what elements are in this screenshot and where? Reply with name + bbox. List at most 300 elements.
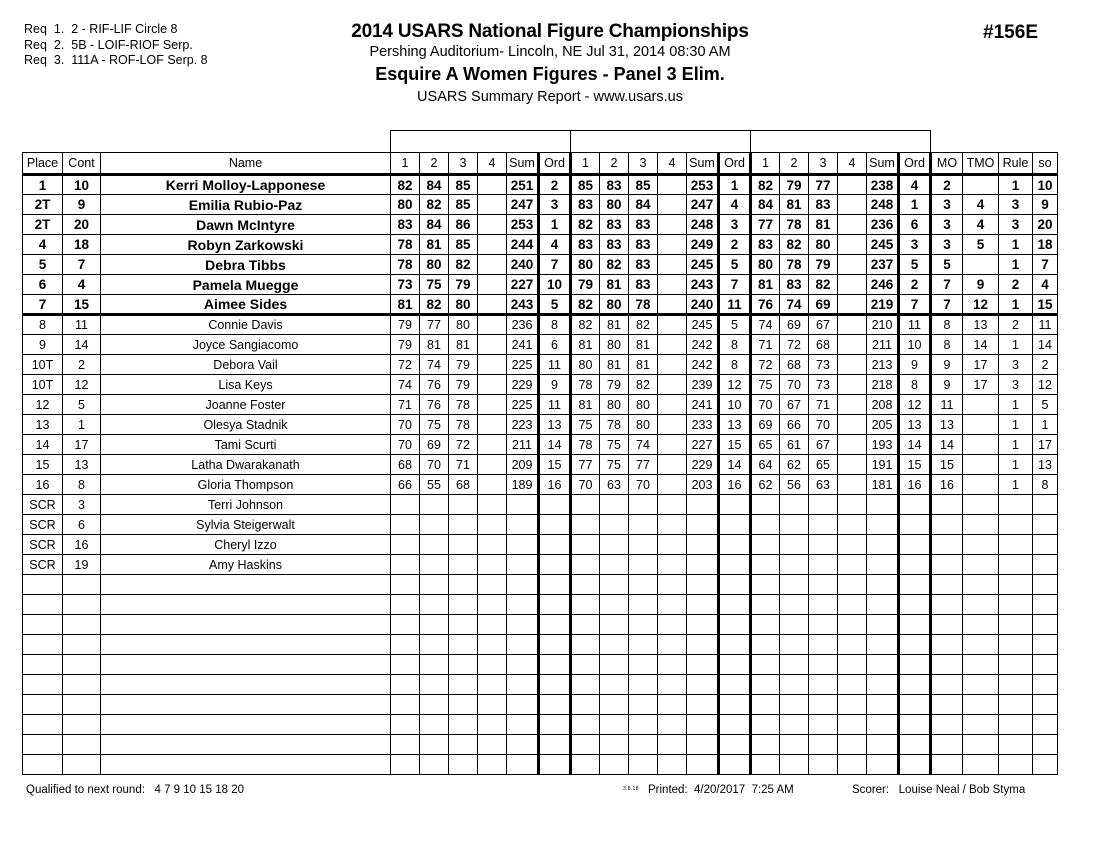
column-header-so: so xyxy=(1033,153,1058,175)
column-header-tmo: TMO xyxy=(963,153,999,175)
cell-judge3-sum: 210 xyxy=(867,315,899,335)
cell-blank xyxy=(600,595,629,615)
cell-blank xyxy=(963,695,999,715)
cell-so: 7 xyxy=(1033,255,1058,275)
cell-judge3-fig3: 67 xyxy=(809,435,838,455)
cell-blank xyxy=(658,655,687,675)
cell-blank xyxy=(687,735,719,755)
column-header-judge1-fig1: 1 xyxy=(391,153,420,175)
table-row xyxy=(23,535,1058,555)
cell-judge1-ord xyxy=(539,555,571,575)
cell-judge2-sum: 249 xyxy=(687,235,719,255)
cell-judge2-fig3: 83 xyxy=(629,235,658,255)
cell-judge1-fig1: 71 xyxy=(391,395,420,415)
cell-blank xyxy=(101,675,391,695)
cell-judge3-fig3: 81 xyxy=(809,215,838,235)
cell-judge1-fig3 xyxy=(449,555,478,575)
cell-blank xyxy=(687,695,719,715)
cell-judge2-sum: 227 xyxy=(687,435,719,455)
cell-tmo xyxy=(963,455,999,475)
cell-blank xyxy=(867,735,899,755)
cell-judge2-ord: 4 xyxy=(719,195,751,215)
cell-blank xyxy=(63,655,101,675)
cell-name: Emilia Rubio-Paz xyxy=(101,195,391,215)
table-row-blank xyxy=(23,595,1058,615)
cell-so: 4 xyxy=(1033,275,1058,295)
column-header-judge3-fig2: 2 xyxy=(780,153,809,175)
cell-blank xyxy=(838,635,867,655)
cell-place: 1 xyxy=(23,175,63,195)
cell-judge1-fig4 xyxy=(478,495,507,515)
column-header-judge1-fig3: 3 xyxy=(449,153,478,175)
cell-blank xyxy=(963,655,999,675)
cell-so: 2 xyxy=(1033,355,1058,375)
cell-cont: 11 xyxy=(63,315,101,335)
cell-blank xyxy=(751,615,780,635)
judge-banner-spacer xyxy=(101,131,391,153)
cell-place: 7 xyxy=(23,295,63,315)
column-header-judge3-sum: Sum xyxy=(867,153,899,175)
cell-mo: 3 xyxy=(931,235,963,255)
cell-judge2-ord xyxy=(719,535,751,555)
cell-judge2-fig1: 85 xyxy=(571,175,600,195)
results-table xyxy=(22,130,1058,775)
cell-blank xyxy=(420,675,449,695)
cell-judge2-fig3: 70 xyxy=(629,475,658,495)
cell-blank xyxy=(963,755,999,775)
cell-judge2-fig1: 81 xyxy=(571,335,600,355)
cell-judge1-sum xyxy=(507,515,539,535)
cell-blank xyxy=(809,575,838,595)
table-row xyxy=(23,215,1058,235)
cell-blank xyxy=(478,735,507,755)
cell-judge2-fig3: 84 xyxy=(629,195,658,215)
cell-blank xyxy=(999,715,1033,735)
cell-blank xyxy=(809,615,838,635)
cell-judge2-sum: 240 xyxy=(687,295,719,315)
table-row xyxy=(23,255,1058,275)
cell-blank xyxy=(719,675,751,695)
cell-blank xyxy=(931,695,963,715)
cell-cont: 10 xyxy=(63,175,101,195)
cell-judge2-fig3: 80 xyxy=(629,415,658,435)
cell-judge2-fig3: 77 xyxy=(629,455,658,475)
cell-blank xyxy=(719,735,751,755)
cell-judge2-fig4 xyxy=(658,495,687,515)
cell-rule: 1 xyxy=(999,415,1033,435)
cell-judge3-fig3 xyxy=(809,535,838,555)
cell-blank xyxy=(1033,715,1058,735)
title-block xyxy=(180,20,920,108)
cell-tmo: 14 xyxy=(963,335,999,355)
cell-judge1-fig4 xyxy=(478,175,507,195)
cell-blank xyxy=(391,655,420,675)
cell-cont: 17 xyxy=(63,435,101,455)
cell-blank xyxy=(571,755,600,775)
cell-judge1-fig1: 68 xyxy=(391,455,420,475)
cell-judge1-fig2: 70 xyxy=(420,455,449,475)
cell-judge2-fig1: 78 xyxy=(571,375,600,395)
cell-judge1-fig2: 75 xyxy=(420,275,449,295)
cell-so: 9 xyxy=(1033,195,1058,215)
cell-blank xyxy=(838,715,867,735)
cell-judge1-fig2: 76 xyxy=(420,375,449,395)
table-row xyxy=(23,175,1058,195)
cell-judge2-sum: 241 xyxy=(687,395,719,415)
cell-judge2-fig1: 78 xyxy=(571,435,600,455)
cell-judge2-sum: 239 xyxy=(687,375,719,395)
cell-blank xyxy=(719,655,751,675)
cell-rule xyxy=(999,555,1033,575)
cell-judge3-fig2: 62 xyxy=(780,455,809,475)
cell-blank xyxy=(629,655,658,675)
cell-mo: 9 xyxy=(931,355,963,375)
cell-place: 2T xyxy=(23,195,63,215)
column-header-judge3-fig4: 4 xyxy=(838,153,867,175)
cell-blank xyxy=(478,675,507,695)
cell-blank xyxy=(629,715,658,735)
cell-judge3-fig1: 65 xyxy=(751,435,780,455)
cell-judge2-sum: 243 xyxy=(687,275,719,295)
cell-blank xyxy=(391,595,420,615)
table-row-blank xyxy=(23,715,1058,735)
cell-blank xyxy=(963,735,999,755)
cell-blank xyxy=(780,575,809,595)
cell-name: Gloria Thompson xyxy=(101,475,391,495)
cell-blank xyxy=(658,595,687,615)
cell-judge3-fig1 xyxy=(751,515,780,535)
results-sheet xyxy=(22,130,1053,782)
cell-judge3-fig3: 80 xyxy=(809,235,838,255)
cell-tmo xyxy=(963,395,999,415)
cell-mo: 5 xyxy=(931,255,963,275)
cell-blank xyxy=(751,575,780,595)
cell-judge2-sum: 242 xyxy=(687,355,719,375)
cell-judge3-fig1 xyxy=(751,555,780,575)
table-row xyxy=(23,195,1058,215)
cell-blank xyxy=(658,615,687,635)
cell-blank xyxy=(999,615,1033,635)
cell-blank xyxy=(600,755,629,775)
cell-judge1-sum: 189 xyxy=(507,475,539,495)
cell-judge3-fig2: 74 xyxy=(780,295,809,315)
cell-judge3-fig2: 66 xyxy=(780,415,809,435)
cell-blank xyxy=(931,755,963,775)
cell-judge1-fig1: 73 xyxy=(391,275,420,295)
cell-judge3-fig2: 82 xyxy=(780,235,809,255)
cell-judge1-sum xyxy=(507,535,539,555)
cell-place: 10T xyxy=(23,355,63,375)
cell-blank xyxy=(391,695,420,715)
cell-judge3-fig4 xyxy=(838,495,867,515)
cell-blank xyxy=(931,575,963,595)
cell-judge3-fig2: 68 xyxy=(780,355,809,375)
cell-cont: 16 xyxy=(63,535,101,555)
cell-judge1-sum xyxy=(507,495,539,515)
cell-judge3-sum: 245 xyxy=(867,235,899,255)
cell-cont: 6 xyxy=(63,515,101,535)
cell-judge2-ord: 16 xyxy=(719,475,751,495)
cell-judge1-fig2 xyxy=(420,495,449,515)
table-row xyxy=(23,295,1058,315)
cell-mo: 14 xyxy=(931,435,963,455)
table-row-blank xyxy=(23,675,1058,695)
cell-blank xyxy=(658,675,687,695)
cell-judge2-fig1: 77 xyxy=(571,455,600,475)
judge-banner-row xyxy=(23,131,1058,153)
cell-blank xyxy=(600,715,629,735)
cell-mo: 15 xyxy=(931,455,963,475)
cell-blank xyxy=(101,615,391,635)
cell-judge1-fig3 xyxy=(449,495,478,515)
cell-cont: 8 xyxy=(63,475,101,495)
cell-blank xyxy=(899,755,931,775)
cell-blank xyxy=(867,595,899,615)
cell-judge1-fig4 xyxy=(478,435,507,455)
cell-blank xyxy=(1033,755,1058,775)
column-header-place: Place xyxy=(23,153,63,175)
cell-judge1-fig3: 80 xyxy=(449,315,478,335)
cell-blank xyxy=(507,595,539,615)
cell-judge2-sum xyxy=(687,555,719,575)
cell-rule: 1 xyxy=(999,455,1033,475)
cell-judge1-fig2: 69 xyxy=(420,435,449,455)
cell-judge2-ord xyxy=(719,495,751,515)
cell-judge1-fig2: 74 xyxy=(420,355,449,375)
cell-so xyxy=(1033,515,1058,535)
cell-judge1-ord: 11 xyxy=(539,395,571,415)
cell-judge2-fig3: 81 xyxy=(629,355,658,375)
cell-so: 15 xyxy=(1033,295,1058,315)
cell-blank xyxy=(931,615,963,635)
cell-judge1-fig1 xyxy=(391,515,420,535)
cell-blank xyxy=(899,675,931,695)
cell-blank xyxy=(449,675,478,695)
version-label: 3.8.18 xyxy=(623,786,639,792)
cell-judge1-sum: 225 xyxy=(507,355,539,375)
cell-place: 16 xyxy=(23,475,63,495)
cell-rule: 2 xyxy=(999,315,1033,335)
cell-judge2-fig1: 82 xyxy=(571,315,600,335)
cell-blank xyxy=(1033,635,1058,655)
cell-judge2-ord: 7 xyxy=(719,275,751,295)
cell-tmo xyxy=(963,515,999,535)
cell-blank xyxy=(867,715,899,735)
cell-judge1-fig3: 79 xyxy=(449,375,478,395)
cell-so: 18 xyxy=(1033,235,1058,255)
cell-blank xyxy=(899,615,931,635)
cell-blank xyxy=(719,635,751,655)
cell-judge3-sum: 237 xyxy=(867,255,899,275)
cell-judge2-sum: 203 xyxy=(687,475,719,495)
cell-blank xyxy=(838,735,867,755)
judge-banner-spacer xyxy=(23,131,63,153)
cell-judge2-fig4 xyxy=(658,435,687,455)
cell-blank xyxy=(101,755,391,775)
column-header-judge3-fig1: 1 xyxy=(751,153,780,175)
cell-blank xyxy=(999,575,1033,595)
cell-blank xyxy=(719,615,751,635)
cell-judge3-ord: 12 xyxy=(899,395,931,415)
cell-so: 10 xyxy=(1033,175,1058,195)
cell-judge2-fig1 xyxy=(571,555,600,575)
cell-judge1-fig1: 83 xyxy=(391,215,420,235)
column-header-rule: Rule xyxy=(999,153,1033,175)
cell-judge1-fig4 xyxy=(478,275,507,295)
cell-judge3-fig1: 81 xyxy=(751,275,780,295)
cell-judge2-fig2 xyxy=(600,535,629,555)
cell-blank xyxy=(23,735,63,755)
cell-blank xyxy=(780,655,809,675)
cell-judge2-ord: 14 xyxy=(719,455,751,475)
cell-judge2-fig4 xyxy=(658,335,687,355)
cell-so: 14 xyxy=(1033,335,1058,355)
cell-blank xyxy=(571,715,600,735)
cell-judge1-fig1: 66 xyxy=(391,475,420,495)
cell-blank xyxy=(478,655,507,675)
cell-judge3-fig4 xyxy=(838,515,867,535)
cell-judge1-ord: 14 xyxy=(539,435,571,455)
cell-mo: 8 xyxy=(931,315,963,335)
cell-blank xyxy=(63,735,101,755)
cell-judge1-sum: 227 xyxy=(507,275,539,295)
cell-judge3-fig1: 62 xyxy=(751,475,780,495)
cell-judge3-fig4 xyxy=(838,295,867,315)
column-header-judge2-fig1: 1 xyxy=(571,153,600,175)
cell-judge2-fig2: 81 xyxy=(600,315,629,335)
cell-blank xyxy=(629,755,658,775)
cell-judge3-fig3: 65 xyxy=(809,455,838,475)
cell-blank xyxy=(629,575,658,595)
cell-judge1-fig2: 81 xyxy=(420,335,449,355)
cell-blank xyxy=(867,575,899,595)
cell-blank xyxy=(101,695,391,715)
cell-mo xyxy=(931,495,963,515)
cell-judge2-ord: 5 xyxy=(719,255,751,275)
cell-cont: 19 xyxy=(63,555,101,575)
cell-judge3-fig1: 74 xyxy=(751,315,780,335)
cell-blank xyxy=(507,635,539,655)
cell-judge1-ord: 6 xyxy=(539,335,571,355)
cell-judge1-fig1: 72 xyxy=(391,355,420,375)
cell-judge1-fig2: 84 xyxy=(420,215,449,235)
cell-judge2-fig3: 74 xyxy=(629,435,658,455)
cell-judge1-fig1: 79 xyxy=(391,335,420,355)
cell-blank xyxy=(23,595,63,615)
cell-blank xyxy=(999,735,1033,755)
cell-blank xyxy=(867,755,899,775)
cell-judge2-fig2: 75 xyxy=(600,435,629,455)
cell-judge2-sum: 253 xyxy=(687,175,719,195)
cell-judge3-fig2: 67 xyxy=(780,395,809,415)
cell-cont: 5 xyxy=(63,395,101,415)
cell-blank xyxy=(963,615,999,635)
cell-blank xyxy=(600,675,629,695)
cell-place: 2T xyxy=(23,215,63,235)
cell-judge1-fig3: 86 xyxy=(449,215,478,235)
cell-judge2-ord: 8 xyxy=(719,355,751,375)
cell-blank xyxy=(507,715,539,735)
column-header-mo: MO xyxy=(931,153,963,175)
cell-judge2-fig3: 83 xyxy=(629,255,658,275)
cell-judge3-fig4 xyxy=(838,435,867,455)
cell-mo xyxy=(931,555,963,575)
table-row-blank xyxy=(23,575,1058,595)
cell-blank xyxy=(687,575,719,595)
cell-blank xyxy=(63,635,101,655)
table-row-blank xyxy=(23,695,1058,715)
cell-blank xyxy=(478,755,507,775)
cell-judge3-sum: 181 xyxy=(867,475,899,495)
cell-blank xyxy=(571,615,600,635)
cell-cont: 7 xyxy=(63,255,101,275)
cell-judge2-fig1: 80 xyxy=(571,355,600,375)
cell-blank xyxy=(449,655,478,675)
cell-judge3-fig4 xyxy=(838,255,867,275)
table-row-blank xyxy=(23,735,1058,755)
cell-blank xyxy=(809,715,838,735)
cell-judge3-sum: 193 xyxy=(867,435,899,455)
cell-blank xyxy=(420,575,449,595)
cell-blank xyxy=(478,695,507,715)
cell-blank xyxy=(867,635,899,655)
cell-blank xyxy=(391,635,420,655)
cell-judge2-ord: 2 xyxy=(719,235,751,255)
cell-judge3-sum: 218 xyxy=(867,375,899,395)
cell-judge3-sum: 211 xyxy=(867,335,899,355)
cell-judge2-fig4 xyxy=(658,255,687,275)
cell-blank xyxy=(23,715,63,735)
judge-name-header-3 xyxy=(751,131,931,153)
cell-judge2-fig2: 80 xyxy=(600,195,629,215)
cell-judge1-fig3: 78 xyxy=(449,415,478,435)
cell-judge3-fig2 xyxy=(780,515,809,535)
cell-blank xyxy=(999,655,1033,675)
cell-blank xyxy=(101,635,391,655)
cell-judge2-fig2: 81 xyxy=(600,275,629,295)
cell-judge2-fig4 xyxy=(658,415,687,435)
cell-judge1-sum xyxy=(507,555,539,575)
cell-judge2-ord: 8 xyxy=(719,335,751,355)
cell-blank xyxy=(687,595,719,615)
cell-rule: 1 xyxy=(999,255,1033,275)
cell-judge1-ord xyxy=(539,535,571,555)
cell-judge1-fig4 xyxy=(478,395,507,415)
cell-judge3-fig4 xyxy=(838,195,867,215)
cell-judge3-ord: 13 xyxy=(899,415,931,435)
cell-judge2-fig4 xyxy=(658,455,687,475)
cell-judge1-fig2 xyxy=(420,555,449,575)
cell-blank xyxy=(1033,575,1058,595)
cell-judge1-fig4 xyxy=(478,235,507,255)
cell-blank xyxy=(867,695,899,715)
table-row-blank xyxy=(23,655,1058,675)
cell-blank xyxy=(539,575,571,595)
cell-cont: 20 xyxy=(63,215,101,235)
cell-blank xyxy=(391,675,420,695)
cell-place: 12 xyxy=(23,395,63,415)
cell-blank xyxy=(391,755,420,775)
cell-blank xyxy=(539,635,571,655)
cell-judge2-sum: 245 xyxy=(687,315,719,335)
cell-judge2-fig3: 80 xyxy=(629,395,658,415)
cell-blank xyxy=(478,715,507,735)
cell-judge1-fig2: 76 xyxy=(420,395,449,415)
cell-judge1-fig4 xyxy=(478,515,507,535)
cell-judge3-sum: 208 xyxy=(867,395,899,415)
column-header-row xyxy=(23,153,1058,175)
cell-blank xyxy=(899,735,931,755)
